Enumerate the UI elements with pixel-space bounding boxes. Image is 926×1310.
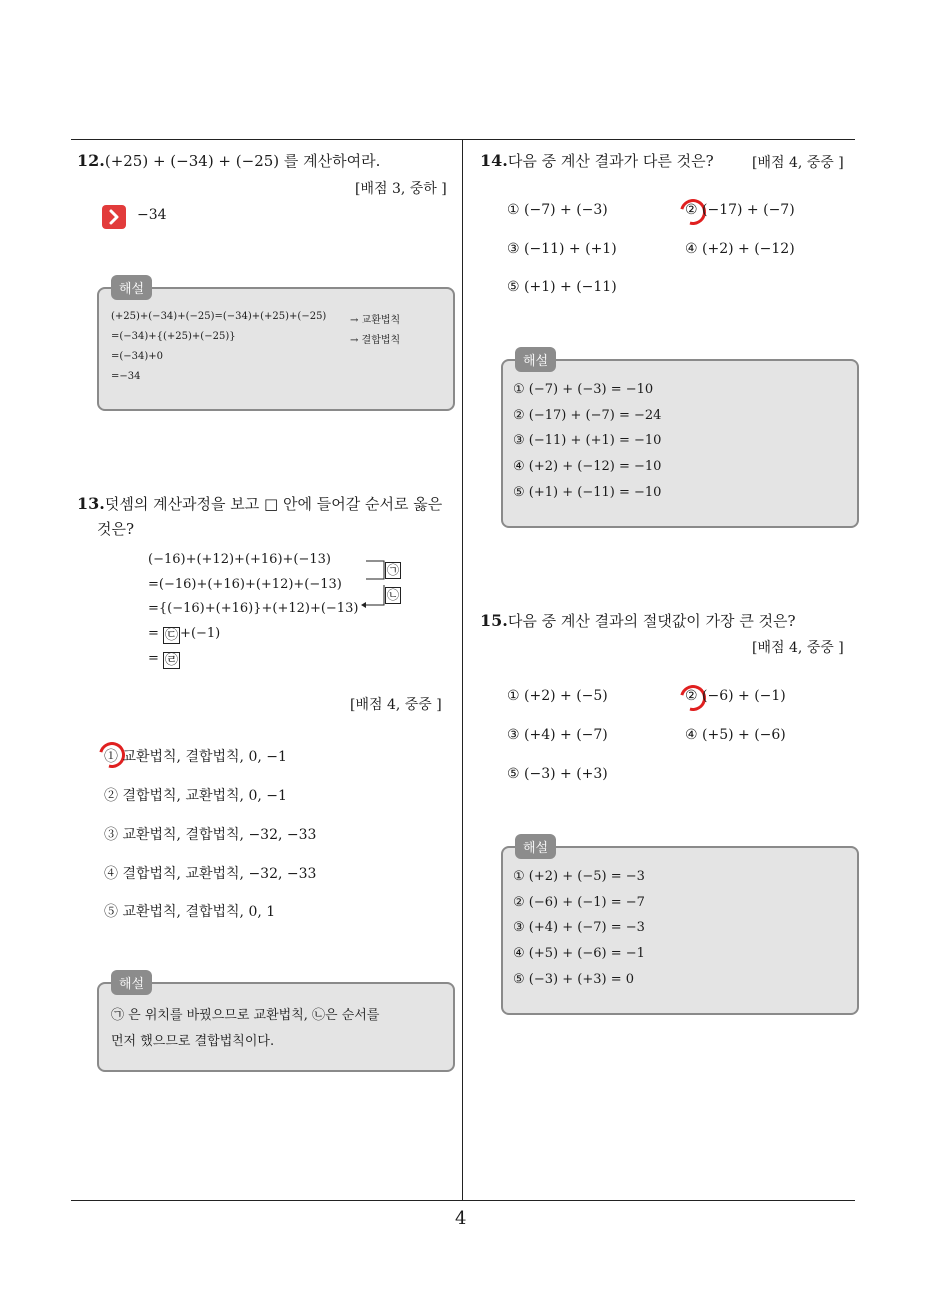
q13-option-4-text: 결합법칙, 교환법칙, −32, −33 (122, 866, 317, 882)
q14-explanation-tag: 해설 (515, 347, 556, 372)
q12-expl-line-3: =(−34)+0 (111, 351, 164, 362)
q15-option-5-text: (−3) + (+3) (524, 766, 608, 782)
q15-option-4-text: (+5) + (−6) (702, 727, 786, 743)
q13-calc-line-4-tail: +(−1) (180, 626, 221, 641)
q15-option-3-num: ③ (507, 727, 520, 743)
q12-expl-line-2: =(−34)+{(+25)+(−25)} (111, 331, 236, 342)
q12-number: 12. (77, 151, 105, 170)
q12-expl-note-1: → 교환법칙 (350, 315, 401, 326)
q15-expl-line-2: ② (−6) + (−1) = −7 (513, 895, 645, 910)
q14-option-1-num: ① (507, 202, 520, 218)
q15-points: [배점 4, 중중 ] (752, 640, 844, 656)
q15-option-4-num: ④ (685, 727, 698, 743)
q14-option-1[interactable] (507, 202, 608, 218)
q13-option-1[interactable] (104, 746, 287, 766)
q14-expl-line-4: ④ (+2) + (−12) = −10 (513, 459, 662, 474)
q13-calc-line-4-prefix: = (148, 626, 164, 641)
q13-text-line-1: 덧셈의 계산과정을 보고 □ 안에 들어갈 순서로 옳은 (104, 495, 443, 513)
q15-expl-line-5: ⑤ (−3) + (+3) = 0 (513, 972, 634, 987)
q14-option-1-text: (−7) + (−3) (524, 202, 608, 218)
q13-expl-line-2: 먼저 했으므로 결합법칙이다. (111, 1034, 275, 1049)
q14-option-3[interactable] (507, 241, 617, 257)
q13-blank-d: ㉣ (165, 653, 179, 668)
q15-text: 다음 중 계산 결과의 절댓값이 가장 큰 것은? (507, 612, 796, 630)
q14-option-5-text: (+1) + (−11) (524, 279, 617, 295)
q13-blank-c: ㉢ (165, 628, 179, 643)
q15-option-5[interactable] (507, 766, 608, 782)
q13-number: 13. (77, 494, 105, 513)
q13-explanation-tag: 해설 (111, 970, 152, 995)
q14-title (480, 150, 714, 171)
q14-points: [배점 4, 중중 ] (752, 155, 844, 171)
q13-expl-line-1: ㉠ 은 위치를 바꿨으므로 교환법칙, ㉡은 순서를 (111, 1008, 380, 1023)
q13-option-5-text: 교환법칙, 결합법칙, 0, 1 (122, 904, 276, 920)
q13-explanation-box (97, 982, 455, 1072)
q13-option-2[interactable] (104, 785, 287, 805)
q12-text: (+25) + (−34) + (−25) 를 계산하여라. (104, 152, 381, 170)
q15-option-2-text: (−6) + (−1) (702, 688, 786, 704)
q12-explanation-box (97, 287, 455, 411)
q15-option-5-num: ⑤ (507, 766, 520, 782)
q14-option-3-num: ③ (507, 241, 520, 257)
q12-expl-line-1: (+25)+(−34)+(−25)=(−34)+(+25)+(−25) (111, 311, 327, 322)
q14-option-3-text: (−11) + (+1) (524, 241, 617, 257)
q13-calc-line-5-prefix: = (148, 651, 164, 666)
q15-expl-line-4: ④ (+5) + (−6) = −1 (513, 946, 645, 961)
q13-calc-line-4 (148, 626, 220, 644)
q15-number: 15. (480, 611, 508, 630)
q14-option-4-text: (+2) + (−12) (702, 241, 795, 257)
q15-option-3[interactable] (507, 727, 608, 743)
q15-option-1-num: ① (507, 688, 520, 704)
q15-option-2[interactable] (685, 688, 786, 704)
q13-calc-line-1: (−16)+(+12)+(+16)+(−13) (148, 552, 331, 567)
q15-option-4[interactable] (685, 727, 786, 743)
q15-option-3-text: (+4) + (−7) (524, 727, 608, 743)
q14-expl-line-2: ② (−17) + (−7) = −24 (513, 408, 662, 423)
q14-option-4-num: ④ (685, 241, 698, 257)
q15-title (480, 610, 796, 631)
q13-option-4[interactable] (104, 863, 316, 883)
q13-option-5-num: ⑤ (104, 904, 118, 920)
q14-option-2-text: (−17) + (−7) (702, 202, 795, 218)
q13-calc-line-5 (148, 651, 180, 669)
q15-option-1-text: (+2) + (−5) (524, 688, 608, 704)
q13-option-5[interactable] (104, 901, 275, 921)
q14-option-5[interactable] (507, 279, 617, 295)
q13-option-1-num: ① (104, 749, 118, 765)
q13-option-3-text: 교환법칙, 결합법칙, −32, −33 (122, 827, 317, 843)
q13-option-2-text: 결합법칙, 교환법칙, 0, −1 (122, 788, 287, 804)
q13-calc-line-2: =(−16)+(+16)+(+12)+(−13) (148, 577, 342, 592)
q15-option-1[interactable] (507, 688, 608, 704)
q13-blank-a: ㉠ (387, 563, 400, 577)
q13-calc-line-3: ={(−16)+(+16)}+(+12)+(−13) (148, 601, 359, 616)
q12-answer: −34 (137, 207, 167, 223)
q13-option-3[interactable] (104, 824, 316, 844)
q15-option-2-num: ② (685, 688, 698, 704)
q14-number: 14. (480, 151, 508, 170)
q13-text-line-2: 것은? (97, 520, 135, 538)
q14-option-4[interactable] (685, 241, 795, 257)
q12-expl-line-4: =−34 (111, 371, 141, 382)
page-number: 4 (455, 1208, 467, 1229)
q14-expl-line-1: ① (−7) + (−3) = −10 (513, 382, 654, 397)
q14-option-2-num: ② (685, 202, 698, 218)
q15-explanation-tag: 해설 (515, 834, 556, 859)
q14-expl-line-5: ⑤ (+1) + (−11) = −10 (513, 485, 662, 500)
answer-arrow-icon (102, 205, 126, 229)
q14-option-2[interactable] (685, 202, 795, 218)
column-divider (462, 139, 463, 1201)
q14-text: 다음 중 계산 결과가 다른 것은? (507, 152, 714, 170)
top-rule (71, 139, 855, 140)
q13-blank-b: ㉡ (387, 588, 400, 602)
q13-option-2-num: ② (104, 788, 118, 804)
bottom-rule (71, 1200, 855, 1201)
q12-explanation-tag: 해설 (111, 275, 152, 300)
q14-option-5-num: ⑤ (507, 279, 520, 295)
q12-title (77, 150, 380, 171)
q13-title (77, 493, 442, 514)
q14-expl-line-3: ③ (−11) + (+1) = −10 (513, 433, 662, 448)
q15-expl-line-1: ① (+2) + (−5) = −3 (513, 869, 645, 884)
q13-option-4-num: ④ (104, 866, 118, 882)
q15-expl-line-3: ③ (+4) + (−7) = −3 (513, 920, 645, 935)
q12-expl-note-2: → 결합법칙 (350, 335, 401, 346)
q13-option-3-num: ③ (104, 827, 118, 843)
q13-points: [배점 4, 중중 ] (350, 697, 442, 713)
q13-option-1-text: 교환법칙, 결합법칙, 0, −1 (122, 749, 287, 765)
q12-points: [배점 3, 중하 ] (355, 181, 447, 197)
